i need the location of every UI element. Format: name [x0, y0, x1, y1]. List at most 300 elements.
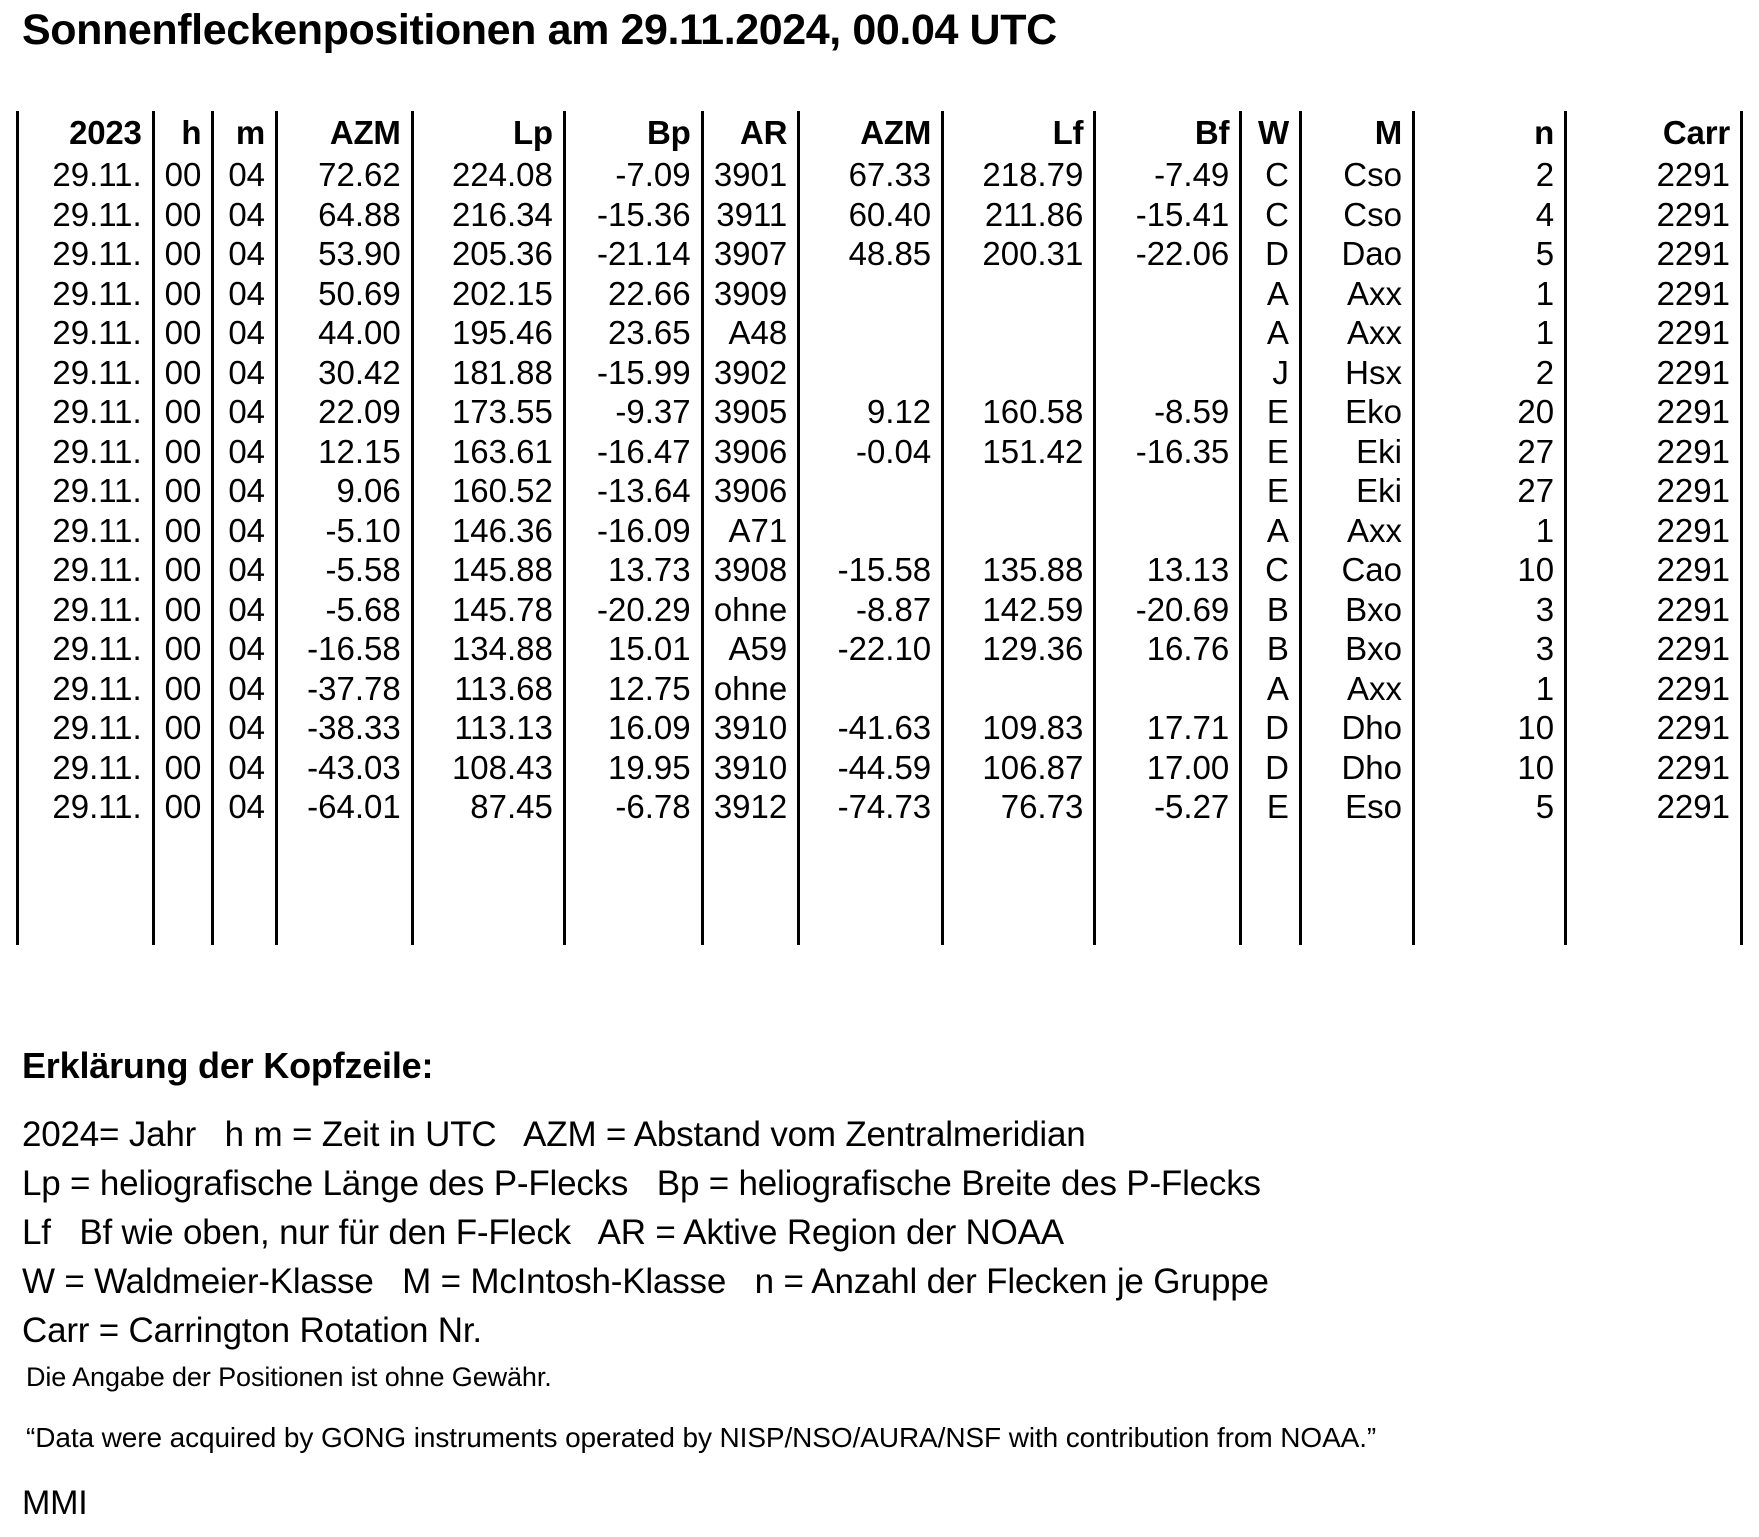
cell-w-empty	[1241, 906, 1301, 946]
cell-hour: 00	[153, 155, 213, 195]
cell-m: Cao	[1300, 550, 1413, 590]
col-header-azm-p: AZM	[277, 111, 413, 155]
cell-ar: 3911	[702, 195, 799, 235]
cell-w: E	[1241, 432, 1301, 472]
author-signature: MMI	[22, 1484, 88, 1522]
cell-lp: 163.61	[412, 432, 564, 472]
table-row	[18, 708, 1742, 748]
cell-ar: 3906	[702, 471, 799, 511]
cell-m: Dho	[1300, 748, 1413, 788]
cell-bf: -20.69	[1095, 590, 1241, 630]
cell-hour: 00	[153, 787, 213, 827]
cell-lp-empty	[412, 866, 564, 906]
cell-w: A	[1241, 313, 1301, 353]
cell-m: Axx	[1300, 313, 1413, 353]
table-row	[18, 274, 1742, 314]
cell-bp: -7.09	[564, 155, 702, 195]
cell-n-empty	[1413, 906, 1565, 946]
cell-azm-p: -5.58	[277, 550, 413, 590]
cell-n: 10	[1413, 748, 1565, 788]
cell-minute: 04	[213, 195, 277, 235]
cell-bf: -7.49	[1095, 155, 1241, 195]
table-row	[18, 787, 1742, 827]
cell-lf-empty	[943, 866, 1095, 906]
cell-lp: 113.13	[412, 708, 564, 748]
cell-ar: 3912	[702, 787, 799, 827]
cell-bp: -15.99	[564, 353, 702, 393]
legend-lines	[22, 1110, 1269, 1355]
cell-azm-f: 67.33	[799, 155, 943, 195]
cell-bf: -8.59	[1095, 392, 1241, 432]
cell-n-empty	[1413, 827, 1565, 867]
cell-lp: 145.78	[412, 590, 564, 630]
table-body	[18, 155, 1742, 945]
table-row	[18, 432, 1742, 472]
table-row	[18, 550, 1742, 590]
cell-ar: 3910	[702, 748, 799, 788]
cell-hour-empty	[153, 866, 213, 906]
cell-minute: 04	[213, 392, 277, 432]
cell-azm-f	[799, 353, 943, 393]
cell-lp: 216.34	[412, 195, 564, 235]
cell-date: 29.11.	[18, 195, 154, 235]
cell-ar-empty	[702, 866, 799, 906]
cell-date: 29.11.	[18, 155, 154, 195]
cell-carr: 2291	[1566, 629, 1742, 669]
table-row	[18, 392, 1742, 432]
cell-date: 29.11.	[18, 471, 154, 511]
cell-azm-f: -44.59	[799, 748, 943, 788]
cell-bf-empty	[1095, 827, 1241, 867]
cell-date: 29.11.	[18, 432, 154, 472]
cell-azm-f: -0.04	[799, 432, 943, 472]
cell-azm-f-empty	[799, 866, 943, 906]
cell-carr: 2291	[1566, 155, 1742, 195]
cell-m-empty	[1300, 906, 1413, 946]
page-title: Sonnenfleckenpositionen am 29.11.2024, 00.04 UTC	[22, 6, 1057, 54]
cell-ar: 3907	[702, 234, 799, 274]
cell-lf	[943, 669, 1095, 709]
sunspot-table-container	[16, 111, 1743, 945]
cell-minute: 04	[213, 432, 277, 472]
cell-date: 29.11.	[18, 353, 154, 393]
cell-carr-empty	[1566, 866, 1742, 906]
cell-n: 1	[1413, 313, 1565, 353]
cell-lp: 134.88	[412, 629, 564, 669]
cell-hour: 00	[153, 234, 213, 274]
cell-w: E	[1241, 392, 1301, 432]
cell-ar: ohne	[702, 669, 799, 709]
cell-m: Cso	[1300, 195, 1413, 235]
cell-carr: 2291	[1566, 234, 1742, 274]
cell-bp: -15.36	[564, 195, 702, 235]
cell-lf: 151.42	[943, 432, 1095, 472]
cell-m-empty	[1300, 827, 1413, 867]
cell-azm-f-empty	[799, 906, 943, 946]
cell-date: 29.11.	[18, 629, 154, 669]
table-row	[18, 511, 1742, 551]
cell-ar: 3908	[702, 550, 799, 590]
cell-bp: -20.29	[564, 590, 702, 630]
cell-azm-p-empty	[277, 866, 413, 906]
legend-line: 2024= Jahr h m = Zeit in UTC AZM = Abstand vom Zentralmeridian	[22, 1115, 1086, 1154]
cell-azm-p: -43.03	[277, 748, 413, 788]
cell-lf: 129.36	[943, 629, 1095, 669]
cell-minute: 04	[213, 629, 277, 669]
table-row	[18, 155, 1742, 195]
cell-lp: 202.15	[412, 274, 564, 314]
cell-azm-f: -22.10	[799, 629, 943, 669]
cell-w: A	[1241, 511, 1301, 551]
cell-hour: 00	[153, 353, 213, 393]
legend-line: W = Waldmeier-Klasse M = McIntosh-Klasse n = Anzahl der Flecken je Gruppe	[22, 1262, 1269, 1301]
cell-minute: 04	[213, 155, 277, 195]
cell-azm-f: 60.40	[799, 195, 943, 235]
cell-ar: 3902	[702, 353, 799, 393]
cell-ar: 3910	[702, 708, 799, 748]
cell-w: B	[1241, 629, 1301, 669]
cell-date: 29.11.	[18, 787, 154, 827]
legend-line: Carr = Carrington Rotation Nr.	[22, 1311, 482, 1350]
cell-lf	[943, 353, 1095, 393]
cell-hour: 00	[153, 392, 213, 432]
cell-ar: 3906	[702, 432, 799, 472]
cell-hour: 00	[153, 195, 213, 235]
cell-azm-f: -8.87	[799, 590, 943, 630]
cell-azm-f: -74.73	[799, 787, 943, 827]
cell-azm-f-empty	[799, 827, 943, 867]
cell-m: Axx	[1300, 274, 1413, 314]
table-row	[18, 313, 1742, 353]
cell-carr: 2291	[1566, 590, 1742, 630]
cell-bp: -16.09	[564, 511, 702, 551]
cell-ar: A59	[702, 629, 799, 669]
cell-w: C	[1241, 155, 1301, 195]
table-header-row	[18, 111, 1742, 155]
cell-hour-empty	[153, 906, 213, 946]
cell-ar: A71	[702, 511, 799, 551]
cell-hour: 00	[153, 629, 213, 669]
cell-m-empty	[1300, 866, 1413, 906]
cell-n: 4	[1413, 195, 1565, 235]
cell-n: 10	[1413, 550, 1565, 590]
cell-n: 2	[1413, 353, 1565, 393]
cell-azm-p: 44.00	[277, 313, 413, 353]
cell-lp: 224.08	[412, 155, 564, 195]
col-header-date: 2023	[18, 111, 154, 155]
cell-date-empty	[18, 906, 154, 946]
cell-azm-f: 9.12	[799, 392, 943, 432]
cell-m: Eko	[1300, 392, 1413, 432]
cell-n-empty	[1413, 866, 1565, 906]
cell-n: 27	[1413, 432, 1565, 472]
col-header-azm-f: AZM	[799, 111, 943, 155]
cell-lp: 145.88	[412, 550, 564, 590]
cell-minute: 04	[213, 550, 277, 590]
cell-bp: 15.01	[564, 629, 702, 669]
cell-m: Dao	[1300, 234, 1413, 274]
cell-m: Dho	[1300, 708, 1413, 748]
cell-w: A	[1241, 274, 1301, 314]
cell-lf: 211.86	[943, 195, 1095, 235]
cell-lf: 76.73	[943, 787, 1095, 827]
cell-n: 3	[1413, 629, 1565, 669]
cell-minute: 04	[213, 511, 277, 551]
cell-carr: 2291	[1566, 274, 1742, 314]
cell-date: 29.11.	[18, 313, 154, 353]
cell-carr-empty	[1566, 827, 1742, 867]
cell-minute: 04	[213, 787, 277, 827]
cell-azm-p: -5.68	[277, 590, 413, 630]
cell-bp: 19.95	[564, 748, 702, 788]
cell-bp: -13.64	[564, 471, 702, 511]
cell-hour: 00	[153, 748, 213, 788]
cell-minute: 04	[213, 313, 277, 353]
table-row	[18, 748, 1742, 788]
cell-date: 29.11.	[18, 669, 154, 709]
cell-bf: -22.06	[1095, 234, 1241, 274]
col-header-w: W	[1241, 111, 1301, 155]
cell-bf-empty	[1095, 866, 1241, 906]
cell-m: Hsx	[1300, 353, 1413, 393]
cell-m: Eki	[1300, 432, 1413, 472]
cell-w: J	[1241, 353, 1301, 393]
cell-minute-empty	[213, 866, 277, 906]
cell-bf: 13.13	[1095, 550, 1241, 590]
cell-n: 1	[1413, 511, 1565, 551]
cell-ar-empty	[702, 827, 799, 867]
cell-w-empty	[1241, 827, 1301, 867]
table-header	[18, 111, 1742, 155]
cell-date: 29.11.	[18, 708, 154, 748]
cell-lf-empty	[943, 827, 1095, 867]
table-row	[18, 629, 1742, 669]
cell-lf: 109.83	[943, 708, 1095, 748]
cell-bf-empty	[1095, 906, 1241, 946]
cell-lf: 135.88	[943, 550, 1095, 590]
cell-lf: 106.87	[943, 748, 1095, 788]
col-header-lp: Lp	[412, 111, 564, 155]
cell-lf: 142.59	[943, 590, 1095, 630]
cell-minute-empty	[213, 906, 277, 946]
cell-w: E	[1241, 471, 1301, 511]
cell-azm-p: 9.06	[277, 471, 413, 511]
cell-w-empty	[1241, 866, 1301, 906]
cell-bp: -21.14	[564, 234, 702, 274]
cell-n: 10	[1413, 708, 1565, 748]
cell-bf	[1095, 669, 1241, 709]
cell-lf	[943, 274, 1095, 314]
table-row	[18, 353, 1742, 393]
cell-bp-empty	[564, 866, 702, 906]
cell-date: 29.11.	[18, 511, 154, 551]
legend-heading: Erklärung der Kopfzeile:	[22, 1045, 434, 1086]
cell-azm-f: -41.63	[799, 708, 943, 748]
cell-carr: 2291	[1566, 787, 1742, 827]
cell-date: 29.11.	[18, 274, 154, 314]
cell-carr: 2291	[1566, 313, 1742, 353]
cell-azm-f	[799, 669, 943, 709]
cell-azm-p: 22.09	[277, 392, 413, 432]
cell-bf: -15.41	[1095, 195, 1241, 235]
cell-bf	[1095, 471, 1241, 511]
cell-m: Axx	[1300, 669, 1413, 709]
cell-date: 29.11.	[18, 234, 154, 274]
cell-hour: 00	[153, 708, 213, 748]
table-row	[18, 234, 1742, 274]
cell-minute: 04	[213, 590, 277, 630]
cell-w: A	[1241, 669, 1301, 709]
cell-w: D	[1241, 708, 1301, 748]
cell-azm-p: -64.01	[277, 787, 413, 827]
cell-bp: 22.66	[564, 274, 702, 314]
cell-bf	[1095, 313, 1241, 353]
cell-n: 2	[1413, 155, 1565, 195]
table-row	[18, 590, 1742, 630]
cell-azm-p-empty	[277, 906, 413, 946]
cell-lf-empty	[943, 906, 1095, 946]
table-row	[18, 195, 1742, 235]
cell-lp: 108.43	[412, 748, 564, 788]
cell-ar-empty	[702, 906, 799, 946]
cell-bf: 16.76	[1095, 629, 1241, 669]
cell-azm-p: -38.33	[277, 708, 413, 748]
cell-carr: 2291	[1566, 432, 1742, 472]
cell-n: 1	[1413, 669, 1565, 709]
cell-carr: 2291	[1566, 669, 1742, 709]
cell-n: 27	[1413, 471, 1565, 511]
cell-n: 1	[1413, 274, 1565, 314]
cell-carr: 2291	[1566, 511, 1742, 551]
cell-carr: 2291	[1566, 353, 1742, 393]
cell-carr: 2291	[1566, 471, 1742, 511]
cell-hour: 00	[153, 590, 213, 630]
cell-azm-f: -15.58	[799, 550, 943, 590]
cell-date-empty	[18, 866, 154, 906]
cell-minute: 04	[213, 669, 277, 709]
cell-azm-f	[799, 313, 943, 353]
cell-minute: 04	[213, 471, 277, 511]
cell-lf: 200.31	[943, 234, 1095, 274]
cell-bf	[1095, 274, 1241, 314]
cell-n: 5	[1413, 234, 1565, 274]
cell-lf: 218.79	[943, 155, 1095, 195]
cell-azm-p: 12.15	[277, 432, 413, 472]
cell-bf	[1095, 353, 1241, 393]
col-header-lf: Lf	[943, 111, 1095, 155]
col-header-bf: Bf	[1095, 111, 1241, 155]
cell-ar: A48	[702, 313, 799, 353]
cell-azm-p: 64.88	[277, 195, 413, 235]
cell-m: Cso	[1300, 155, 1413, 195]
cell-ar: 3905	[702, 392, 799, 432]
cell-lp: 87.45	[412, 787, 564, 827]
cell-date: 29.11.	[18, 590, 154, 630]
cell-w: D	[1241, 234, 1301, 274]
cell-hour: 00	[153, 471, 213, 511]
cell-azm-f	[799, 274, 943, 314]
cell-lp: 195.46	[412, 313, 564, 353]
cell-carr-empty	[1566, 906, 1742, 946]
data-attribution-note: “Data were acquired by GONG instruments operated by NISP/NSO/AURA/NSF with contribution from NOAA.”	[26, 1422, 1377, 1453]
col-header-ar: AR	[702, 111, 799, 155]
cell-lp: 160.52	[412, 471, 564, 511]
cell-lf	[943, 313, 1095, 353]
cell-minute: 04	[213, 353, 277, 393]
cell-azm-p-empty	[277, 827, 413, 867]
cell-ar: 3909	[702, 274, 799, 314]
cell-lf	[943, 511, 1095, 551]
cell-bp: -9.37	[564, 392, 702, 432]
cell-hour-empty	[153, 827, 213, 867]
cell-date: 29.11.	[18, 550, 154, 590]
cell-bf: 17.71	[1095, 708, 1241, 748]
cell-lp-empty	[412, 906, 564, 946]
col-header-carr: Carr	[1566, 111, 1742, 155]
col-header-bp: Bp	[564, 111, 702, 155]
cell-azm-p: 30.42	[277, 353, 413, 393]
col-header-minute: m	[213, 111, 277, 155]
cell-bf: -5.27	[1095, 787, 1241, 827]
cell-carr: 2291	[1566, 392, 1742, 432]
cell-m: Bxo	[1300, 590, 1413, 630]
cell-bp-empty	[564, 827, 702, 867]
disclaimer-note: Die Angabe der Positionen ist ohne Gewähr.	[26, 1362, 552, 1392]
cell-minute: 04	[213, 234, 277, 274]
cell-hour: 00	[153, 669, 213, 709]
cell-w: C	[1241, 550, 1301, 590]
cell-m: Eso	[1300, 787, 1413, 827]
cell-date-empty	[18, 827, 154, 867]
table-row	[18, 471, 1742, 511]
cell-carr: 2291	[1566, 748, 1742, 788]
cell-hour: 00	[153, 550, 213, 590]
cell-carr: 2291	[1566, 550, 1742, 590]
cell-azm-f	[799, 511, 943, 551]
cell-azm-p: 50.69	[277, 274, 413, 314]
legend-line: Lp = heliografische Länge des P-Flecks Bp = heliografische Breite des P-Flecks	[22, 1164, 1261, 1203]
cell-azm-p: -5.10	[277, 511, 413, 551]
cell-bf: -16.35	[1095, 432, 1241, 472]
cell-w: B	[1241, 590, 1301, 630]
cell-bp: 12.75	[564, 669, 702, 709]
col-header-hour: h	[153, 111, 213, 155]
table-empty-row	[18, 827, 1742, 867]
cell-hour: 00	[153, 313, 213, 353]
cell-date: 29.11.	[18, 748, 154, 788]
cell-azm-p: 72.62	[277, 155, 413, 195]
cell-w: C	[1241, 195, 1301, 235]
cell-bp: -6.78	[564, 787, 702, 827]
cell-minute: 04	[213, 748, 277, 788]
cell-bf: 17.00	[1095, 748, 1241, 788]
cell-bf	[1095, 511, 1241, 551]
cell-lp: 146.36	[412, 511, 564, 551]
cell-bp: 23.65	[564, 313, 702, 353]
cell-azm-p: 53.90	[277, 234, 413, 274]
cell-lf	[943, 471, 1095, 511]
cell-bp: -16.47	[564, 432, 702, 472]
table-empty-row	[18, 906, 1742, 946]
cell-lp: 173.55	[412, 392, 564, 432]
col-header-m: M	[1300, 111, 1413, 155]
cell-bp: 16.09	[564, 708, 702, 748]
cell-minute: 04	[213, 708, 277, 748]
table-row	[18, 669, 1742, 709]
cell-date: 29.11.	[18, 392, 154, 432]
legend-line: Lf Bf wie oben, nur für den F-Fleck AR = Aktive Region der NOAA	[22, 1213, 1064, 1252]
cell-w: E	[1241, 787, 1301, 827]
